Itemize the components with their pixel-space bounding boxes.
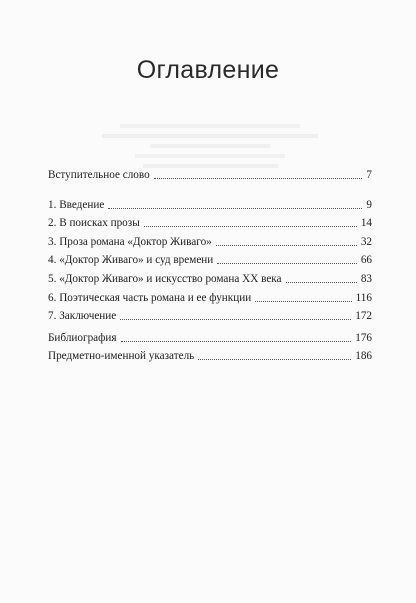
toc-leader-dots — [144, 225, 357, 227]
toc-leader-dots — [198, 358, 351, 360]
toc-leader-dots — [255, 300, 351, 302]
page-title: Оглавление — [136, 56, 280, 84]
toc-entry — [48, 249, 372, 268]
toc-entry-label: 2. В поисках прозы — [48, 217, 140, 230]
toc-entry-label: Вступительное слово — [48, 168, 150, 181]
toc-entry — [48, 326, 372, 345]
toc-entry-label: 5. «Доктор Живаго» и искусство романа XX века — [48, 272, 282, 285]
toc-leader-dots — [154, 177, 363, 179]
toc-entry-page: 116 — [355, 291, 372, 304]
toc-group-intro — [48, 163, 372, 182]
toc-entry-label: 1. Введение — [48, 198, 105, 211]
toc-entry — [48, 345, 372, 364]
toc-entry — [48, 193, 372, 212]
toc-entry-label: 7. Заключение — [48, 310, 117, 323]
toc-leader-dots — [120, 318, 351, 320]
toc-entry — [48, 163, 372, 182]
toc-entry-label: Предметно-именной указатель — [48, 350, 195, 363]
toc-entry-label: 4. «Доктор Живаго» и суд времени — [48, 254, 214, 267]
toc-entry-page: 14 — [360, 217, 372, 230]
toc-entry-label: Библиография — [48, 331, 117, 344]
toc-entry-page: 66 — [360, 254, 372, 267]
toc-entry-page: 186 — [355, 350, 372, 363]
toc-entry-page: 32 — [360, 235, 372, 248]
toc-entry-label: 6. Поэтическая часть романа и ее функции — [48, 291, 252, 304]
toc-entry-page: 9 — [366, 198, 372, 211]
toc-entry — [48, 286, 372, 305]
toc-leader-dots — [108, 207, 362, 209]
toc-group-chapters — [48, 193, 372, 323]
toc-entry-page: 172 — [355, 310, 372, 323]
toc-leader-dots — [217, 262, 357, 264]
toc-entry — [48, 212, 372, 231]
toc-group-appendix — [48, 326, 372, 363]
toc-leader-dots — [121, 340, 352, 342]
toc-entry-page: 7 — [366, 168, 372, 181]
toc-leader-dots — [216, 244, 357, 246]
toc-entry-page: 176 — [355, 331, 372, 344]
toc-entry-label: 3. Проза романа «Доктор Живаго» — [48, 235, 212, 248]
toc-entry-page: 83 — [360, 272, 372, 285]
toc-leader-dots — [286, 281, 357, 283]
toc-entry — [48, 267, 372, 286]
toc-entry — [48, 305, 372, 324]
toc-entry — [48, 230, 372, 249]
